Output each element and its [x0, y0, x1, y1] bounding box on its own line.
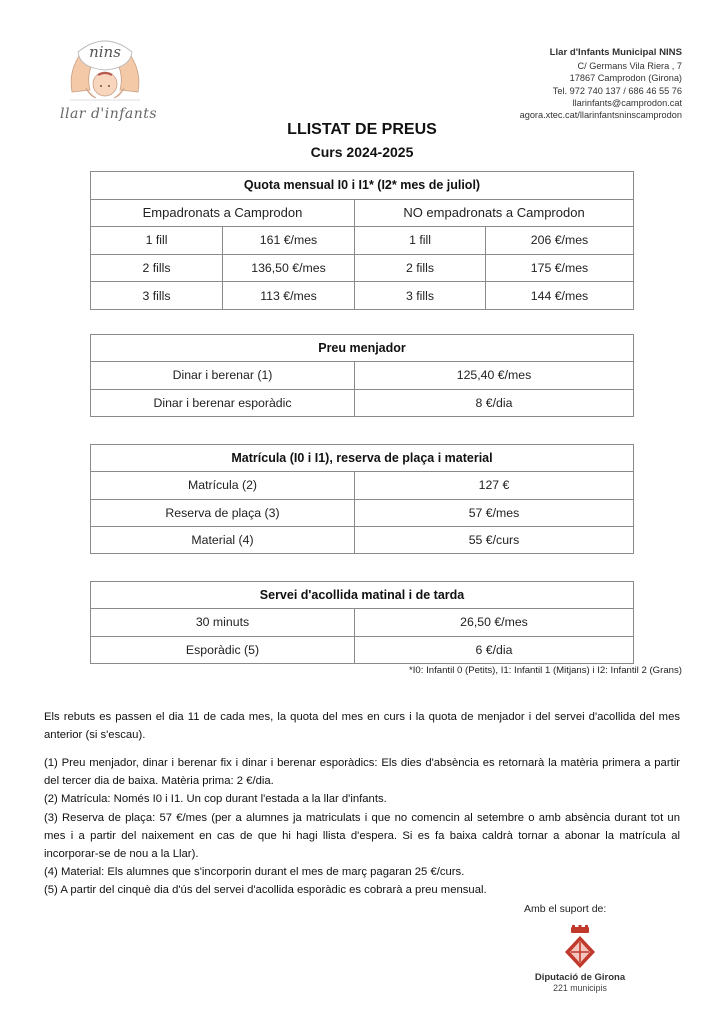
- billing-paragraph: Els rebuts es passen el dia 11 de cada mes, la quota del mes en curs i la quota de menjador i del servei d'acollida del mes anterior (si s'escau).: [44, 711, 680, 742]
- level-footnote: *I0: Infantil 0 (Petits), I1: Infantil 1 (Mitjans) i I2: Infantil 2 (Grans): [409, 665, 682, 676]
- row-label: Matrícula (2): [91, 472, 355, 499]
- address: C/ Germans Vila Riera , 7: [577, 61, 682, 72]
- baby-logo-icon: [50, 30, 160, 110]
- row-label: Dinar i berenar (1): [91, 362, 355, 389]
- table-row: [91, 282, 634, 310]
- table-row: [91, 254, 634, 282]
- quota-heading: Quota mensual I0 i I1* (I2* mes de juliol): [91, 172, 634, 200]
- support-label: Amb el suport de:: [524, 903, 607, 915]
- coat-of-arms-icon: [530, 925, 630, 971]
- right-label: 2 fills: [355, 254, 486, 282]
- contact-block: [520, 47, 682, 121]
- notes-list: [44, 754, 680, 900]
- note-item: (2) Matrícula: Només I0 i I1. Un cop durant l'estada a la llar d'infants.: [44, 793, 387, 806]
- note-item: (4) Material: Els alumnes que s'incorporin durant el mes de març pagaran 25 €/curs.: [44, 866, 465, 879]
- sponsor-subtitle: 221 municipis: [553, 983, 607, 993]
- row-label: Reserva de plaça (3): [91, 499, 355, 526]
- matricula-heading: Matrícula (I0 i I1), reserva de plaça i material: [91, 445, 634, 472]
- left-label: 3 fills: [91, 282, 223, 310]
- note-item: (3) Reserva de plaça: 57 €/mes (per a alumnes ja matriculats i que no comencin al setembre o amb absència durant tot un mes i a partir del naixement en cas de que hi hagi llista d'espera. Si es fa baixa caldrà tornar a abonar la matrícula al incorporar-se de nou a la Llar).: [44, 811, 680, 861]
- table-row: [91, 499, 634, 526]
- left-label: 2 fills: [91, 254, 223, 282]
- row-price: 8 €/dia: [355, 389, 634, 416]
- table-row: [91, 227, 634, 255]
- row-label: 30 minuts: [91, 609, 355, 636]
- matricula-table: [90, 444, 634, 554]
- logo-caption: llar d'infants: [60, 106, 158, 122]
- right-price: 144 €/mes: [486, 282, 634, 310]
- right-label: 1 fill: [355, 227, 486, 255]
- row-price: 26,50 €/mes: [355, 609, 634, 636]
- table-row: [91, 609, 634, 636]
- group-no-empadronats: NO empadronats a Camprodon: [355, 199, 634, 227]
- left-price: 113 €/mes: [223, 282, 355, 310]
- right-price: 206 €/mes: [486, 227, 634, 255]
- note-item: (5) A partir del cinquè dia d'ús del servei d'acollida esporàdic es cobrarà a preu mensual.: [44, 884, 487, 897]
- left-label: 1 fill: [91, 227, 223, 255]
- nins-logo: [50, 30, 160, 135]
- website-link[interactable]: agora.xtec.cat/llarinfantsninscamprodon: [519, 110, 682, 121]
- left-price: 161 €/mes: [223, 227, 355, 255]
- right-label: 3 fills: [355, 282, 486, 310]
- menjador-heading: Preu menjador: [91, 335, 634, 362]
- row-price: 6 €/dia: [355, 636, 634, 663]
- acollida-heading: Servei d'acollida matinal i de tarda: [91, 582, 634, 609]
- group-empadronats: Empadronats a Camprodon: [91, 199, 355, 227]
- table-row: [91, 636, 634, 663]
- menjador-table: [90, 334, 634, 417]
- sponsor-name: Diputació de Girona: [534, 972, 626, 983]
- table-row: [91, 526, 634, 553]
- svg-text:nins: nins: [89, 43, 121, 61]
- row-label: Esporàdic (5): [91, 636, 355, 663]
- left-price: 136,50 €/mes: [223, 254, 355, 282]
- email-link[interactable]: llarinfants@camprodon.cat: [572, 97, 682, 108]
- city: 17867 Camprodon (Girona): [569, 73, 682, 84]
- diputacio-logo: [530, 925, 630, 1000]
- row-label: Material (4): [91, 526, 355, 553]
- quota-table: [90, 171, 634, 310]
- page-subtitle: Curs 2024-2025: [310, 144, 414, 160]
- row-price: 55 €/curs: [355, 526, 634, 553]
- row-price: 57 €/mes: [355, 499, 634, 526]
- row-price: 125,40 €/mes: [355, 362, 634, 389]
- row-label: Dinar i berenar esporàdic: [91, 389, 355, 416]
- table-row: [91, 362, 634, 389]
- right-price: 175 €/mes: [486, 254, 634, 282]
- acollida-table: [90, 581, 634, 664]
- row-price: 127 €: [355, 472, 634, 499]
- table-row: [91, 472, 634, 499]
- phone: Tel. 972 740 137 / 686 46 55 76: [552, 85, 682, 96]
- note-item: (1) Preu menjador, dinar i berenar fix i dinar i berenar esporàdics: Els dies d'absència es retornarà la matèria primera a partir del tercer dia de baixa. Matèria prima: 2 €/dia.: [44, 757, 680, 788]
- page-title: LLISTAT DE PREUS: [287, 121, 437, 138]
- organization-name: Llar d'Infants Municipal NINS: [549, 47, 682, 58]
- table-row: [91, 389, 634, 416]
